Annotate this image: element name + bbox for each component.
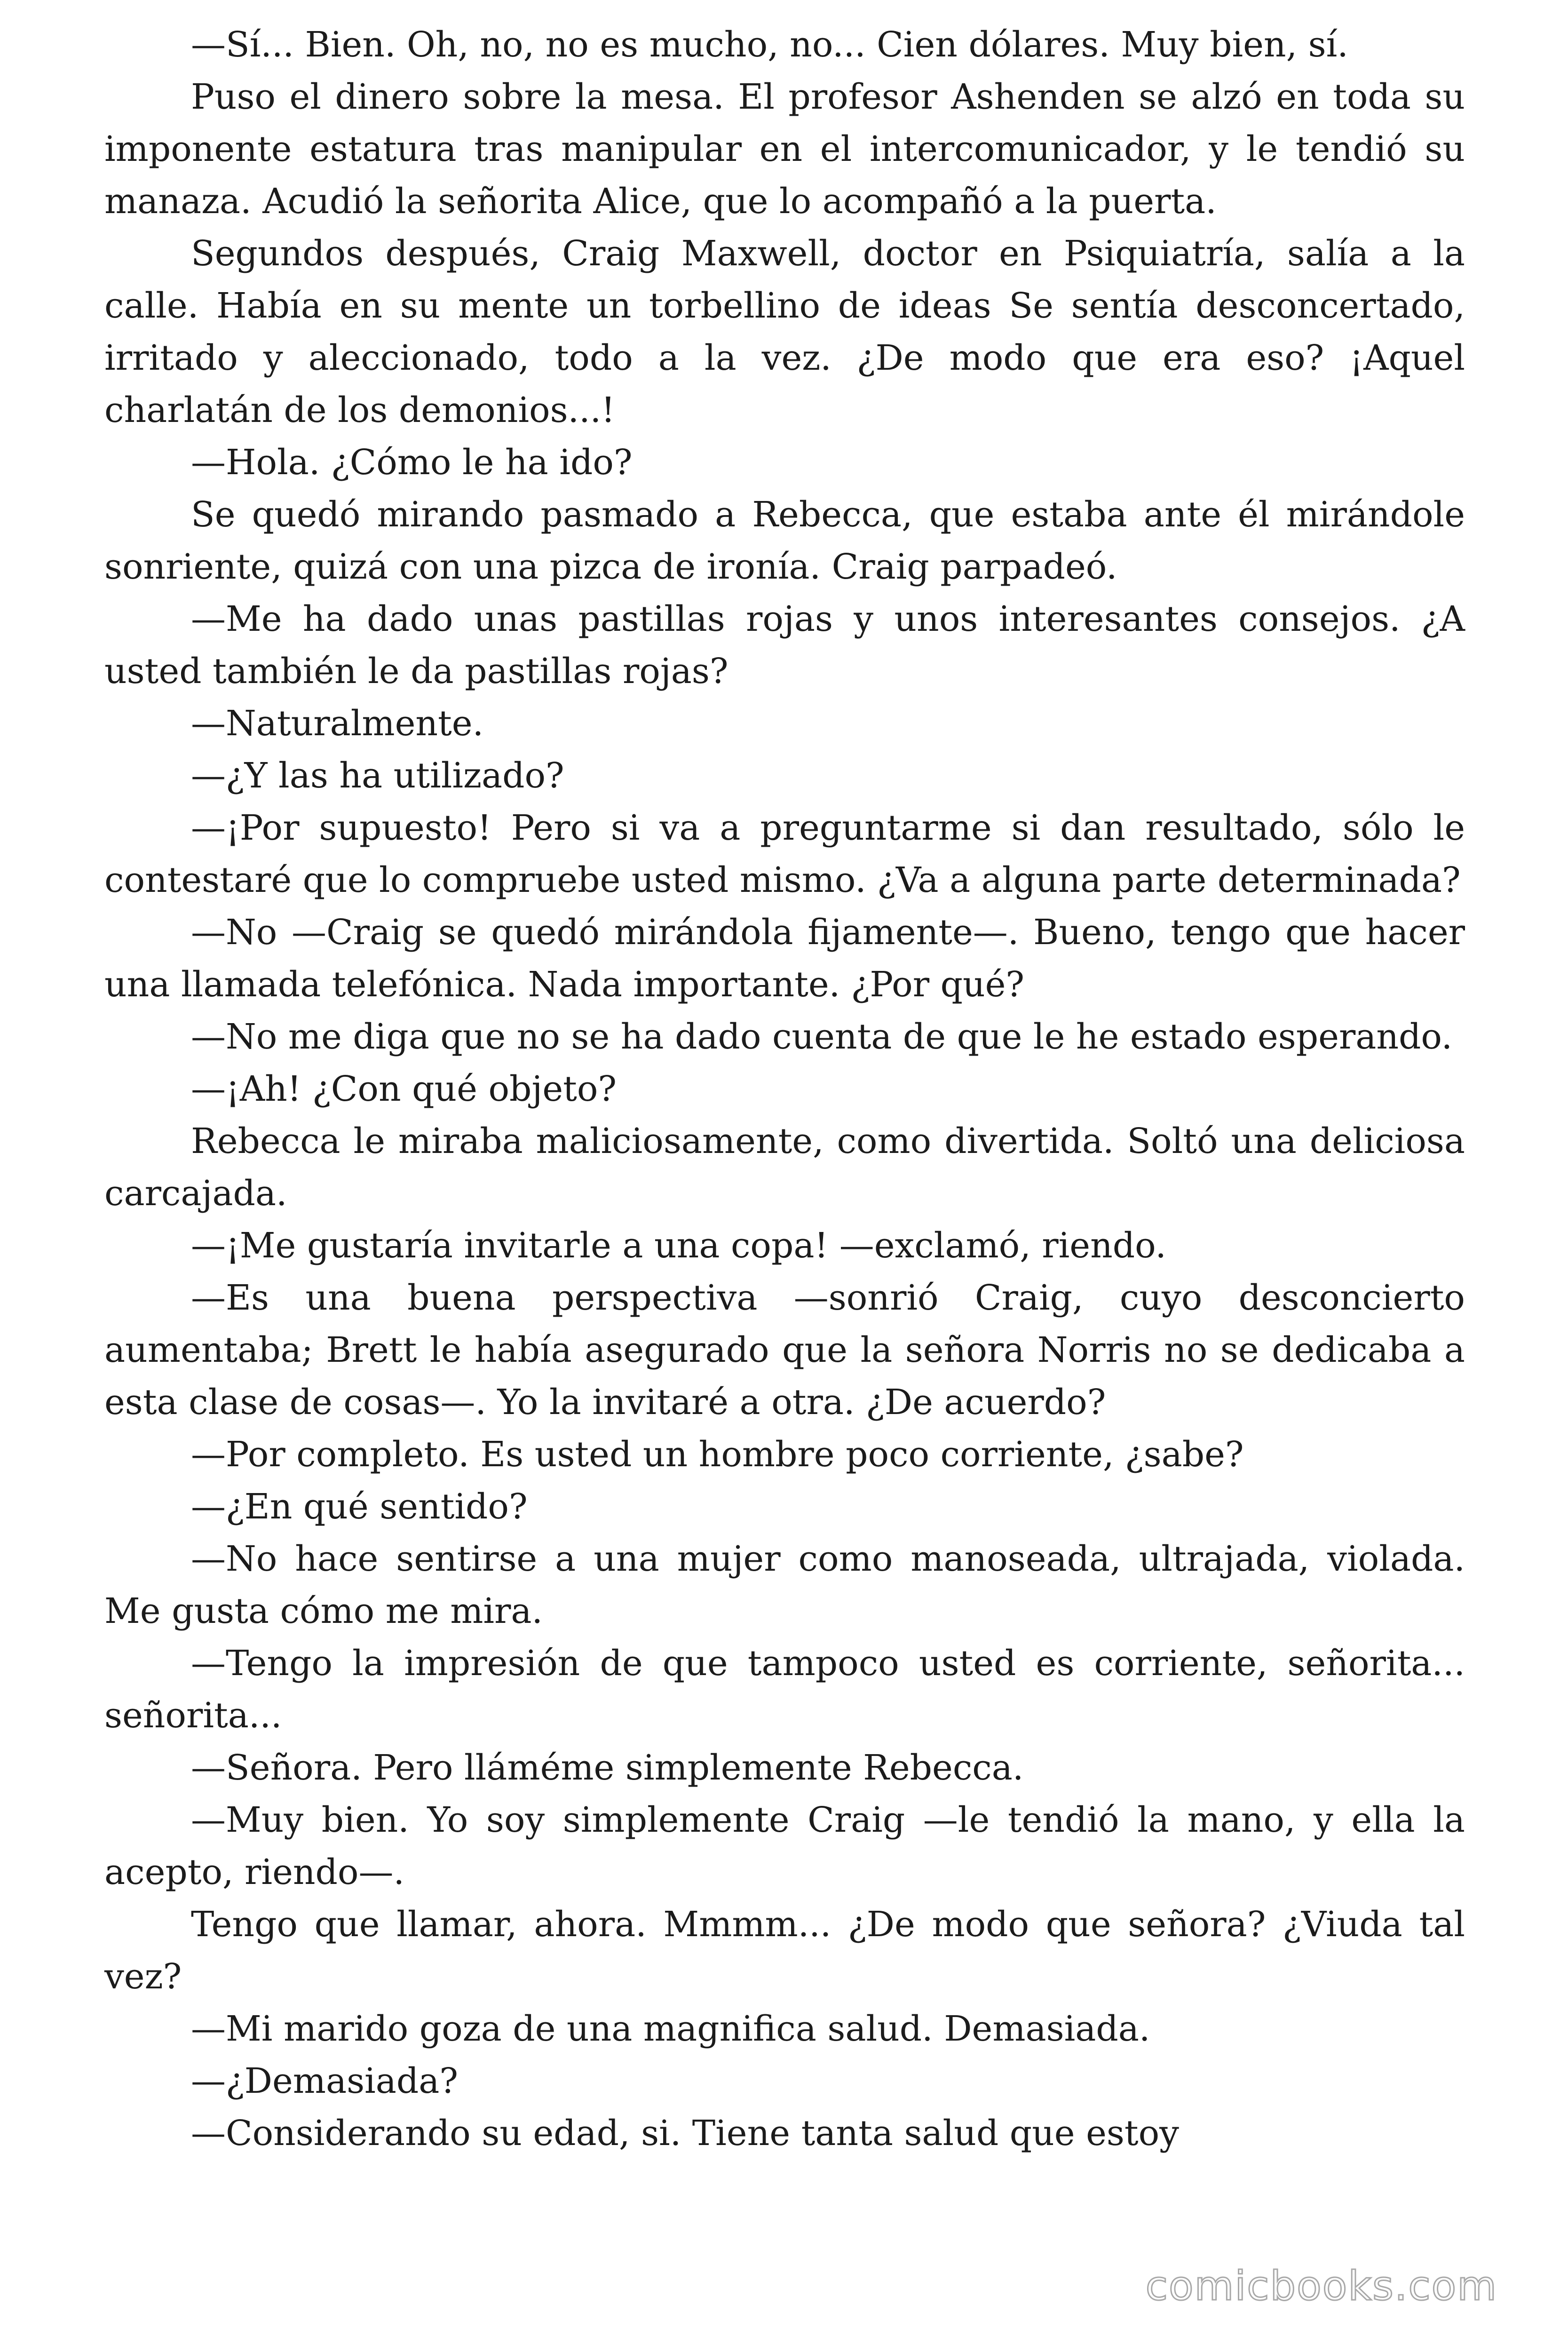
paragraph: —Muy bien. Yo soy simplemente Craig —le tendió la mano, y ella la acepto, riendo—. [104,1800,1465,1892]
paragraph: —¿En qué sentido? [191,1486,528,1527]
paragraph: —Tengo la impresión de que tampoco usted es corriente, señorita... señorita... [104,1643,1465,1736]
paragraph: —Hola. ¿Cómo le ha ido? [191,442,633,483]
paragraph: —Sí... Bien. Oh, no, no es mucho, no... Cien dólares. Muy bien, sí. [191,24,1348,65]
paragraph: —Considerando su edad, si. Tiene tanta salud que estoy [191,2113,1179,2153]
paragraph: —¿Y las ha utilizado? [191,755,564,796]
watermark: comicbooks.com [1145,2263,1497,2310]
paragraph: —¡Por supuesto! Pero si va a preguntarme si dan resultado, sólo le contestaré que lo compruebe usted mismo. ¿Va a alguna parte determinada? [104,808,1465,900]
paragraph: Tengo que llamar, ahora. Mmmm... ¿De modo que señora? ¿Viuda tal vez? [104,1904,1465,1997]
paragraph: —Mi marido goza de una magnifica salud. Demasiada. [191,2009,1150,2049]
paragraph: Puso el dinero sobre la mesa. El profesor Ashenden se alzó en toda su imponente estatura tras manipular en el intercomunicador, y le tendió su manaza. Acudió la señorita Alice, que lo acompañó a la puerta. [104,77,1465,222]
paragraph: Segundos después, Craig Maxwell, doctor en Psiquiatría, salía a la calle. Había en su mente un torbellino de ideas Se sentía desconcertado, irritado y aleccionado, todo a la vez. ¿De modo que era eso? ¡Aquel charlatán de los demonios...! [104,233,1465,430]
paragraph: Rebecca le miraba maliciosamente, como divertida. Soltó una deliciosa carcajada. [104,1121,1465,1214]
paragraph: —No hace sentirse a una mujer como manoseada, ultrajada, violada. Me gusta cómo me mira. [104,1539,1465,1631]
paragraph: —Señora. Pero lláméme simplemente Rebecca. [191,1748,1024,1788]
paragraph: —¿Demasiada? [191,2061,459,2101]
paragraph: —¡Me gustaría invitarle a una copa! —exclamó, riendo. [191,1225,1166,1266]
paragraph: Se quedó mirando pasmado a Rebecca, que estaba ante él mirándole sonriente, quizá con una pizca de ironía. Craig parpadeó. [104,494,1465,587]
paragraph: —Por completo. Es usted un hombre poco corriente, ¿sabe? [191,1434,1244,1475]
paragraph: —Me ha dado unas pastillas rojas y unos interesantes consejos. ¿A usted también le da pastillas rojas? [104,599,1465,691]
paragraph: —No me diga que no se ha dado cuenta de que le he estado esperando. [191,1017,1453,1057]
paragraph: —Naturalmente. [191,703,484,744]
paragraph: —No —Craig se quedó mirándola fijamente—. Bueno, tengo que hacer una llamada telefónica. Nada importante. ¿Por qué? [104,912,1465,1005]
paragraph: —Es una buena perspectiva —sonrió Craig, cuyo desconcierto aumentaba; Brett le había asegurado que la señora Norris no se dedicaba a esta clase de cosas—. Yo la invitaré a otra. ¿De acuerdo? [104,1278,1465,1422]
document-page [104,19,1465,2160]
paragraph: —¡Ah! ¿Con qué objeto? [191,1069,617,1109]
